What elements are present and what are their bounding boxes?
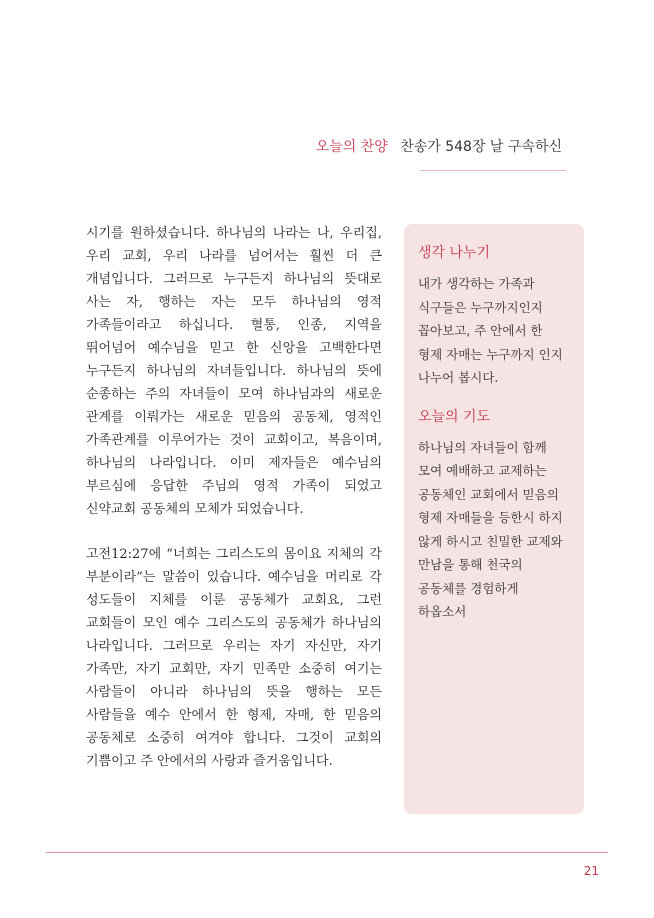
footer-divider: [46, 852, 608, 853]
page-header: [316, 136, 562, 156]
sharing-heading: 생각 나누기: [418, 245, 491, 261]
body-paragraph-1: 시기를 원하셨습니다. 하나님의 나라는 나, 우리집, 우리 교회, 우리 나라를 넘어서는 훨씬 더 큰 개념입니다. 그러므로 누구든지 하나님의 뜻대로 사는 자, 행하는 자는 모두 하나님의 영적 가족들이라고 하십니다. 혈통, 인종, 지역을 뛰어넘어 예수님을 믿고 한 신앙을 고백한다면 누구든지 하나님의 자녀들입니다. 하나님의 뜻에 순종하는 주의 자녀들이 모여 하나님과의 새로운 관계를 이뤄가는 새로운 믿음의 공동체, 영적인 가족관계를 이루어가는 것이 교회이고, 복음이며, 하나님의 나라입니다. 이미 제자들은 예수님의 부르심에 응답한 주님의 영적 가족이 되었고 신약교회 공동체의 모체가 되었습니다.: [86, 226, 382, 517]
sidebar-box: [404, 224, 584, 814]
hymn-title: 찬송가 548장 날 구속하신: [400, 139, 562, 155]
prayer-text: 하나님의 자녀들이 함께 모여 예배하고 교제하는 공동체인 교회에서 믿음의 형제 자매들을 등한시 하지 않게 하시고 친밀한 교제와 만남을 통해 천국의 공동체를 경험하게 하옵소서: [418, 439, 563, 619]
main-text: [86, 222, 382, 773]
prayer-heading: 오늘의 기도: [418, 408, 491, 425]
sharing-text: 내가 생각하는 가족과 식구들은 누구까지인지 꼽아보고, 주 안에서 한 형제 자매는 누구까지 인지 나누어 봅시다.: [418, 276, 563, 385]
today-hymn-label: 오늘의 찬양: [315, 139, 388, 155]
header-divider: [420, 170, 566, 171]
page-number: 21: [583, 864, 599, 878]
body-paragraph-2: 고전12:27에 “너희는 그리스도의 몸이요 지체의 각 부분이라”는 말씀이 있습니다. 예수님을 머리로 각 성도들이 지체를 이룬 공동체가 교회요, 그런 교회들이 모인 예수 그리스도의 공동체가 하나님의 나라입니다. 그러므로 우리는 자기 자신만, 자기 가족만, 자기 교회만, 자기 민족만 소중히 여기는 사람들이 아니라 하나님의 뜻을 행하는 모든 사람들을 예수 안에서 한 형제, 자매, 한 믿음의 공동체로 소중히 여겨야 합니다. 그것이 교회의 기쁨이고 주 안에서의 사랑과 즐거움입니다.: [86, 547, 382, 769]
